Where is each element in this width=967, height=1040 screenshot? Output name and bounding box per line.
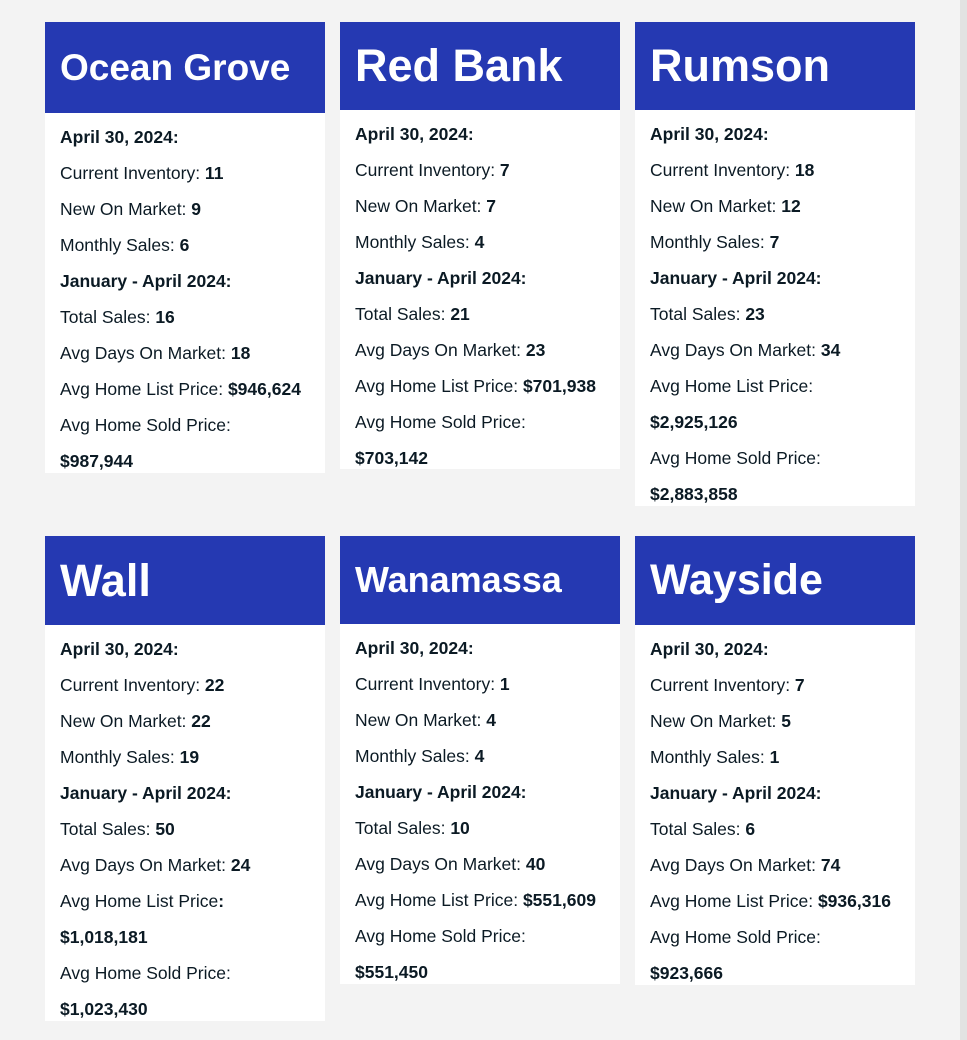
date-heading: April 30, 2024: [650,639,769,659]
avg-days-on-market: Avg Days On Market: 74 [650,855,841,875]
avg-sold-price-label: Avg Home Sold Price: [60,963,231,983]
new-on-market: New On Market: 4 [355,710,497,730]
current-inventory: Current Inventory: 1 [355,674,510,694]
card-header [635,22,915,110]
avg-list-price-value: $2,925,126 [650,412,738,432]
date-heading: April 30, 2024: [355,124,474,144]
period-heading: January - April 2024: [650,783,822,803]
current-inventory: Current Inventory: 11 [60,163,224,183]
avg-list-price-label: Avg Home List Price: [650,376,814,396]
total-sales: Total Sales: 50 [60,819,175,839]
avg-sold-price-label: Avg Home Sold Price: [650,927,821,947]
avg-list-price: Avg Home List Price: $946,624 [60,379,301,399]
date-heading: April 30, 2024: [60,127,179,147]
scrollbar-track[interactable] [960,0,967,1040]
avg-sold-price-value: $1,023,430 [60,999,148,1019]
monthly-sales: Monthly Sales: 4 [355,232,485,252]
monthly-sales: Monthly Sales: 1 [650,747,780,767]
current-inventory: Current Inventory: 7 [355,160,510,180]
avg-list-price: Avg Home List Price: $701,938 [355,376,596,396]
avg-days-on-market: Avg Days On Market: 40 [355,854,546,874]
total-sales: Total Sales: 23 [650,304,765,324]
card-header [340,22,620,110]
period-heading: January - April 2024: [60,271,232,291]
period-heading: January - April 2024: [650,268,822,288]
avg-sold-price-value: $923,666 [650,963,723,983]
market-card-wanamassa [340,536,620,984]
date-heading: April 30, 2024: [650,124,769,144]
avg-sold-price-label: Avg Home Sold Price: [355,926,526,946]
avg-list-price-value: $1,018,181 [60,927,148,947]
card-header [45,536,325,625]
market-card-rumson [635,22,915,506]
total-sales: Total Sales: 21 [355,304,470,324]
new-on-market: New On Market: 9 [60,199,202,219]
date-heading: April 30, 2024: [355,638,474,658]
total-sales: Total Sales: 6 [650,819,756,839]
avg-list-price: Avg Home List Price: $551,609 [355,890,596,910]
new-on-market: New On Market: 12 [650,196,801,216]
avg-sold-price-label: Avg Home Sold Price: [60,415,231,435]
avg-days-on-market: Avg Days On Market: 24 [60,855,251,875]
card-body [340,110,620,476]
current-inventory: Current Inventory: 22 [60,675,225,695]
avg-days-on-market: Avg Days On Market: 34 [650,340,841,360]
town-name: Wall [60,554,151,606]
avg-list-price: Avg Home List Price: $936,316 [650,891,891,911]
total-sales: Total Sales: 16 [60,307,175,327]
period-heading: January - April 2024: [355,268,527,288]
avg-sold-price-label: Avg Home Sold Price: [650,448,821,468]
monthly-sales: Monthly Sales: 6 [60,235,190,255]
monthly-sales: Monthly Sales: 19 [60,747,200,767]
avg-days-on-market: Avg Days On Market: 18 [60,343,251,363]
current-inventory: Current Inventory: 18 [650,160,815,180]
market-card-ocean-grove [45,22,325,473]
card-body [340,624,620,990]
market-card-red-bank [340,22,620,469]
card-body [635,625,915,991]
town-name: Wanamassa [355,559,562,600]
avg-sold-price-value: $2,883,858 [650,484,738,504]
card-body [45,625,325,1027]
new-on-market: New On Market: 5 [650,711,792,731]
town-name: Wayside [650,556,823,604]
new-on-market: New On Market: 7 [355,196,497,216]
monthly-sales: Monthly Sales: 7 [650,232,780,252]
avg-sold-price-label: Avg Home Sold Price: [355,412,526,432]
card-header [635,536,915,625]
monthly-sales: Monthly Sales: 4 [355,746,485,766]
avg-sold-price-value: $987,944 [60,451,133,471]
avg-sold-price-value: $551,450 [355,962,428,982]
period-heading: January - April 2024: [60,783,232,803]
date-heading: April 30, 2024: [60,639,179,659]
market-card-wayside [635,536,915,985]
market-card-wall [45,536,325,1021]
card-header [45,22,325,113]
card-body [635,110,915,512]
avg-days-on-market: Avg Days On Market: 23 [355,340,546,360]
avg-sold-price-value: $703,142 [355,448,428,468]
total-sales: Total Sales: 10 [355,818,470,838]
current-inventory: Current Inventory: 7 [650,675,805,695]
town-name: Red Bank [355,40,563,91]
town-name: Rumson [650,40,830,91]
period-heading: January - April 2024: [355,782,527,802]
avg-list-price-label: Avg Home List Price: [60,891,225,911]
card-body [45,113,325,479]
new-on-market: New On Market: 22 [60,711,211,731]
card-header [340,536,620,624]
town-name: Ocean Grove [60,46,291,88]
